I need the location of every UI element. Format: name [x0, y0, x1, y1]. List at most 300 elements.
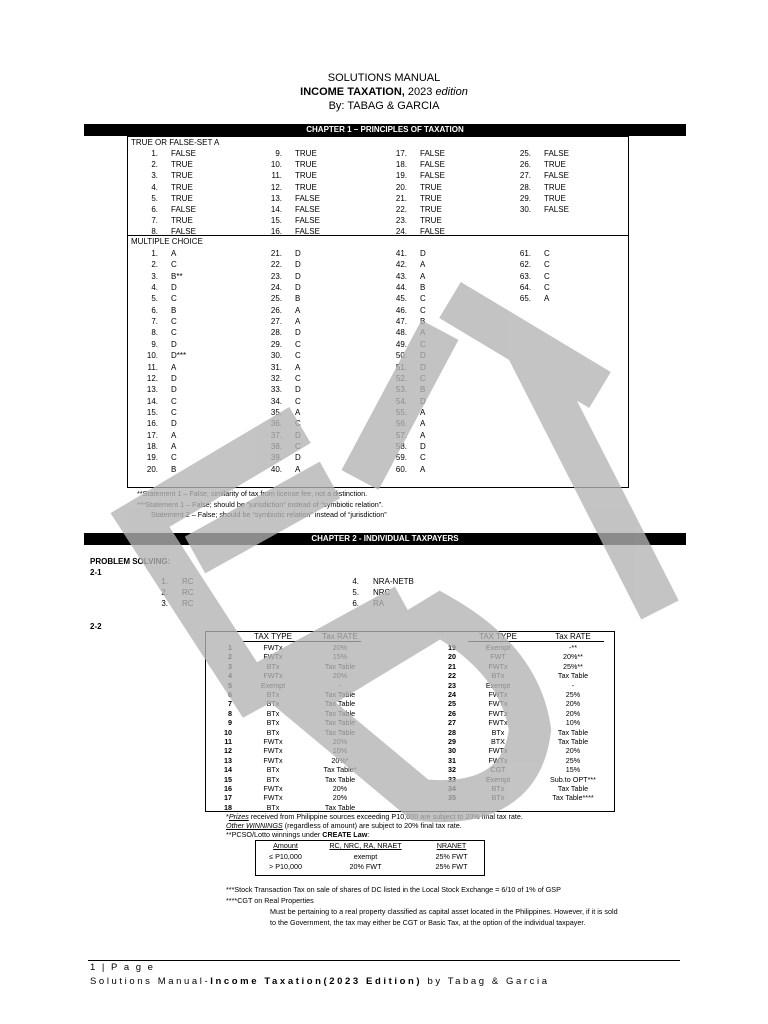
tf-item-number: 18. [395, 160, 407, 170]
mc-item-number: 5. [151, 294, 158, 304]
left-row-number: 12 [224, 746, 232, 756]
mc-item-number: 64. [519, 283, 531, 293]
right-row-number: 23 [448, 680, 456, 690]
right-row-number: 19 [448, 643, 456, 652]
mc-item-answer: D [171, 339, 177, 349]
mc-item-number: 46. [395, 305, 407, 315]
mc-item-number: 22. [270, 260, 282, 270]
tf-item-number: 12. [270, 182, 282, 192]
p21-item-number: 6. [352, 599, 359, 608]
mc-item-answer: A [420, 271, 426, 281]
tf-item-number: 26. [519, 160, 531, 170]
mc-item-number: 3. [151, 271, 158, 281]
right-row-type: BTx [491, 784, 505, 793]
left-row-type: Exempt [260, 680, 286, 690]
mc-item-number: 8. [151, 328, 158, 338]
mc-item-answer: A [171, 362, 177, 372]
mc-item-answer: D [171, 385, 177, 395]
chapter2-title: CHAPTER 2 - INDIVIDUAL TAXPAYERS [84, 533, 686, 545]
book-title-year: 2023 [404, 86, 436, 98]
mc-item-answer: B [420, 317, 426, 327]
mc-item-number: 27. [270, 317, 282, 327]
right-row-number: 34 [448, 784, 456, 793]
note-winnings [226, 821, 462, 830]
right-row-rate: Sub.to OPT*** [550, 774, 596, 784]
p21-item-answer: RC [182, 599, 194, 608]
problem-2-2-label: 2-2 [90, 622, 102, 631]
left-row-rate: Tax Table* [323, 765, 357, 775]
pcso-cell: 20% FWT [349, 862, 382, 871]
mc-item-number: 43. [395, 271, 407, 281]
tf-item-number: 11. [271, 171, 282, 181]
mc-item-number: 24. [270, 283, 282, 293]
left-row-number: 2 [228, 652, 232, 662]
tf-item-number: 20. [395, 182, 407, 192]
mc-item-answer: D [295, 260, 301, 270]
pcso-head: NRANET [436, 841, 467, 850]
mc-item-number: 57. [395, 430, 407, 440]
right-row-number: 30 [448, 746, 456, 756]
mc-item-number: 23. [270, 271, 282, 281]
note-winnings-text: (regardless of amount) are subject to 20% final tax rate. [282, 821, 462, 830]
tf-item-number: 24. [395, 227, 407, 237]
mc-item-number: 2. [151, 260, 158, 270]
left-row-rate: - [338, 680, 342, 690]
mc-item-number: 39. [270, 453, 282, 463]
right-row-number: 32 [448, 765, 456, 775]
note-pcso-text: **PCSO/Lotto winnings under [226, 830, 323, 839]
mc-item-answer: C [295, 419, 301, 429]
right-head-rate: Tax RATE [555, 632, 591, 641]
right-row-type: FWT [490, 652, 506, 662]
tf-item-number: 17. [395, 149, 407, 158]
problem-2-1-label: 2-1 [90, 568, 102, 577]
mc-item-answer: D [420, 351, 426, 361]
left-row-number: 16 [224, 784, 232, 793]
right-row-type: BTx [491, 727, 505, 737]
book-title-bold: INCOME TAXATION, [300, 86, 405, 98]
right-row-number: 25 [448, 699, 456, 709]
mc-item-number: 7. [151, 317, 158, 327]
right-row-type: FWTx [488, 690, 508, 699]
tf-item-number: 14. [270, 205, 282, 214]
mc-item-answer: D [171, 419, 177, 429]
note-cgt-body1: Must be pertaining to a real property classified as capital asset located in the Philippines. However, if it is sold [270, 907, 618, 916]
mc-item-answer: D [295, 283, 301, 293]
mc-item-answer: B [420, 385, 426, 395]
mc-item-answer: B** [171, 271, 183, 281]
mc-item-answer: C [295, 396, 301, 406]
mc-item-number: 29. [270, 339, 282, 349]
mc-item-answer: A [420, 328, 426, 338]
tf-item-answer: FALSE [295, 227, 320, 237]
right-row-type: CGT [490, 765, 506, 775]
mc-item-number: 62. [519, 260, 531, 270]
pcso-cell: exempt [353, 852, 378, 861]
note-prizes-text: received from Philippine sources exceeding P10,000 are subject to 20% final tax rate. [248, 812, 523, 821]
tf-item-number: 22. [395, 205, 407, 214]
right-row-type: Exempt [485, 680, 511, 690]
right-row-rate: 25% [565, 690, 581, 699]
right-row-rate: Tax Table [557, 737, 589, 746]
mc-item-number: 65. [519, 294, 531, 304]
mc-item-answer: A [544, 294, 550, 304]
footer-title [90, 976, 550, 987]
mc-item-number: 18. [146, 441, 158, 451]
mc-item-number: 12. [146, 373, 158, 383]
mc-item-answer: A [420, 430, 426, 440]
tf-item-answer: TRUE [171, 182, 193, 192]
left-row-rate: 20% [332, 671, 348, 681]
tf-item-answer: TRUE [295, 182, 317, 192]
mc-item-number: 51. [395, 362, 407, 372]
mc-item-answer: D [295, 453, 301, 463]
left-row-type: FWTx [263, 643, 283, 652]
mc-item-answer: B [295, 294, 301, 304]
note-winnings-word: WINNINGS [245, 821, 283, 830]
mc-item-answer: D [171, 283, 177, 293]
right-row-rate: Tax Table [557, 727, 589, 737]
left-head-type: TAX TYPE [254, 632, 292, 641]
left-row-number: 17 [224, 793, 232, 803]
tf-item-answer: TRUE [420, 193, 442, 203]
right-head-underline [468, 641, 604, 642]
mc-item-answer: A [295, 362, 301, 372]
mc-item-number: 44. [395, 283, 407, 293]
tf-item-answer: FALSE [420, 171, 445, 181]
footer-rule [88, 960, 680, 961]
chapter1-title: CHAPTER 1 – PRINCIPLES OF TAXATION [84, 124, 686, 136]
right-row-rate: 20% [565, 746, 581, 756]
mc-item-answer: C [295, 339, 301, 349]
mc-item-number: 1. [151, 249, 158, 258]
right-row-rate: Tax Table**** [552, 793, 594, 803]
left-row-number: 6 [228, 690, 232, 699]
right-row-rate: 20% [565, 708, 581, 718]
tf-item-answer: FALSE [295, 216, 320, 226]
mc-item-answer: A [295, 305, 301, 315]
mc-item-answer: A [420, 260, 426, 270]
note-pcso-law: CREATE Law [322, 830, 368, 839]
mc-item-answer: D [420, 362, 426, 372]
note-prizes-star: * [226, 812, 229, 821]
left-head-underline [243, 641, 361, 642]
p21-item-number: 3. [161, 599, 168, 608]
right-row-number: 28 [448, 727, 456, 737]
mc-item-answer: D [171, 373, 177, 383]
mc-item-answer: C [420, 373, 426, 383]
right-row-type: FWTx [488, 661, 508, 671]
p21-item-answer: RC [182, 588, 194, 597]
right-row-type: BTx [491, 793, 505, 803]
p21-item-number: 4. [352, 577, 359, 586]
mc-item-answer: D [420, 396, 426, 406]
mc-item-number: 20. [146, 464, 158, 474]
mc-item-answer: C [544, 260, 550, 270]
mc-item-answer: B [420, 283, 426, 293]
mc-item-answer: C [171, 453, 177, 463]
mc-item-answer: D [420, 249, 426, 258]
tf-item-number: 23. [395, 216, 407, 226]
right-row-type: FWTx [488, 718, 508, 728]
left-row-number: 14 [224, 765, 232, 775]
mc-item-answer: A [420, 407, 426, 417]
mc-item-answer: D*** [171, 351, 187, 361]
book-title [0, 86, 768, 99]
right-row-number: 20 [448, 652, 456, 662]
mc-item-number: 36. [270, 419, 282, 429]
tf-item-number: 27. [519, 171, 531, 181]
pcso-head: RC, NRC, RA, NRAET [329, 841, 402, 850]
left-row-type: FWTx [263, 784, 283, 793]
mc-item-number: 31. [270, 362, 282, 372]
mc-item-answer: C [420, 453, 426, 463]
right-row-rate: -** [569, 643, 577, 652]
left-row-rate: 20% [332, 737, 348, 746]
note-statement-b: ***Statement 1 – False; should be “jurisdiction” instead of “symbiotic relation”. [137, 500, 384, 509]
mc-item-number: 59. [395, 453, 407, 463]
book-authors: By: TABAG & GARCIA [328, 100, 440, 112]
mc-item-answer: A [295, 407, 301, 417]
right-head-type: TAX TYPE [479, 632, 517, 641]
tf-item-number: 2. [151, 160, 158, 170]
tf-item-answer: FALSE [544, 149, 569, 158]
pcso-head: Amount [273, 841, 298, 850]
page-number: 1 | P a g e [90, 962, 155, 973]
tf-item-answer: FALSE [544, 171, 569, 181]
left-row-rate: Tax Table [324, 690, 356, 699]
right-row-number: 27 [448, 718, 456, 728]
tf-item-number: 3. [151, 171, 158, 181]
tf-item-answer: TRUE [295, 171, 317, 181]
note-cgt: ****CGT on Real Properties [226, 896, 314, 905]
mc-item-number: 6. [151, 305, 158, 315]
tf-item-answer: FALSE [420, 149, 445, 158]
tf-item-number: 5. [151, 193, 158, 203]
left-row-number: 15 [224, 774, 232, 784]
tf-item-answer: TRUE [171, 193, 193, 203]
tf-item-answer: TRUE [171, 171, 193, 181]
mc-item-answer: C [171, 328, 177, 338]
mc-item-number: 49. [395, 339, 407, 349]
note-pcso-colon: : [367, 830, 370, 839]
mc-item-answer: A [171, 430, 177, 440]
right-row-number: 35 [448, 793, 456, 803]
mc-item-number: 33. [270, 385, 282, 395]
pcso-cell: 25% FWT [435, 862, 468, 871]
right-row-number: 24 [448, 690, 456, 699]
tf-item-answer: TRUE [171, 216, 193, 226]
tf-item-answer: FALSE [295, 193, 320, 203]
mc-item-answer: C [544, 249, 550, 258]
note-winnings-other: Other [226, 821, 246, 830]
mc-item-number: 60. [395, 464, 407, 474]
mc-item-number: 10. [146, 351, 158, 361]
tf-item-number: 7. [151, 216, 158, 226]
p21-item-number: 2. [161, 588, 168, 597]
mc-item-number: 45. [395, 294, 407, 304]
left-row-type: FWTx [263, 793, 283, 803]
mc-item-number: 50. [395, 351, 407, 361]
mc-item-number: 58. [395, 441, 407, 451]
mc-item-answer: A [171, 249, 177, 258]
tf-item-number: 6. [151, 205, 158, 214]
tf-item-answer: FALSE [171, 227, 196, 237]
left-row-rate: Tax Table [324, 699, 356, 709]
tf-item-number: 1. [151, 149, 158, 158]
left-row-type: BTx [266, 727, 280, 737]
mc-item-answer: A [420, 419, 426, 429]
tf-item-number: 16. [270, 227, 282, 237]
right-row-rate: Tax Table [557, 784, 589, 793]
pcso-cell: > P10,000 [269, 862, 302, 871]
right-row-type: FWTx [488, 699, 508, 709]
left-row-rate: Tax Table [324, 802, 356, 812]
left-row-type: FWTx [263, 755, 283, 765]
mc-item-answer: C [171, 396, 177, 406]
tf-item-answer: TRUE [420, 216, 442, 226]
tf-item-number: 8. [151, 227, 158, 237]
mc-item-number: 35. [270, 407, 282, 417]
mc-item-answer: D [295, 328, 301, 338]
mc-item-answer: C [171, 317, 177, 327]
pcso-cell: ≤ P10,000 [269, 852, 302, 861]
mc-item-answer: C [544, 283, 550, 293]
p21-item-answer: NRA-NETB [373, 577, 414, 586]
tf-item-answer: FALSE [420, 160, 445, 170]
left-row-number: 1 [228, 643, 232, 652]
left-row-type: FWTx [263, 652, 283, 662]
note-prizes [226, 812, 523, 821]
right-row-rate: 20%** [563, 652, 583, 662]
left-row-number: 7 [228, 699, 232, 709]
tf-item-answer: TRUE [295, 160, 317, 170]
left-row-number: 4 [228, 671, 232, 681]
left-row-number: 9 [228, 718, 232, 728]
mc-item-number: 54. [395, 396, 407, 406]
p21-item-answer: RC [182, 577, 194, 586]
tf-item-number: 15. [270, 216, 282, 226]
book-title-edition: edition [435, 86, 468, 98]
mc-item-number: 25. [270, 294, 282, 304]
tf-item-answer: FALSE [171, 205, 196, 214]
left-row-rate: 20% [332, 643, 348, 652]
mc-label: MULTIPLE CHOICE [131, 237, 203, 246]
note-statement-c: Statement 2 – False; should be “symbiotic relation” instead of “jurisdiction” [151, 510, 387, 519]
mc-item-number: 21. [270, 249, 282, 258]
mc-item-answer: C [171, 294, 177, 304]
mc-item-answer: A [171, 441, 177, 451]
mc-item-number: 11. [147, 362, 158, 372]
mc-item-answer: B [171, 464, 177, 474]
mc-item-answer: D [295, 249, 301, 258]
tf-item-answer: FALSE [544, 205, 569, 214]
left-row-rate: Tax Table [324, 708, 356, 718]
left-row-type: BTx [266, 661, 280, 671]
mc-item-answer: D [420, 441, 426, 451]
mc-item-number: 53. [395, 385, 407, 395]
footer-title-c: by Tabag & Garcia [422, 976, 550, 987]
mc-item-number: 41. [395, 249, 407, 258]
left-row-type: FWTx [263, 737, 283, 746]
right-row-number: 26 [448, 708, 456, 718]
tf-item-answer: TRUE [544, 193, 566, 203]
mc-item-answer: D [295, 430, 301, 440]
mc-item-number: 48. [395, 328, 407, 338]
right-row-type: BTx [491, 671, 505, 681]
mc-item-number: 61. [519, 249, 531, 258]
left-row-number: 3 [228, 661, 232, 671]
tf-item-answer: TRUE [544, 182, 566, 192]
mc-item-answer: C [295, 373, 301, 383]
tf-item-number: 29. [519, 193, 531, 203]
left-row-type: BTx [266, 774, 280, 784]
right-row-rate: 10% [565, 718, 581, 728]
mc-item-answer: D [295, 271, 301, 281]
mc-item-number: 26. [270, 305, 282, 315]
left-row-number: 8 [228, 708, 232, 718]
right-row-rate: 25% [565, 755, 581, 765]
mc-item-answer: C [420, 339, 426, 349]
tf-item-number: 30. [519, 205, 531, 214]
tf-item-number: 21. [395, 193, 407, 203]
right-row-rate: 15% [565, 765, 581, 775]
note-stock: ***Stock Transaction Tax on sale of shares of DC listed in the Local Stock Exchange = 6/10 of 1% of GSP [226, 885, 561, 894]
p21-item-number: 5. [352, 588, 359, 597]
tf-item-answer: FALSE [171, 149, 196, 158]
tf-label: TRUE OR FALSE-SET A [131, 138, 220, 147]
p21-item-answer: RA [373, 599, 385, 608]
right-row-number: 21 [448, 661, 456, 671]
mc-item-answer: D [295, 385, 301, 395]
note-cgt-body2: to the Government, the tax may either be CGT or Basic Tax, at the option of the individual taxpayer. [270, 918, 586, 927]
mc-item-answer: A [420, 464, 426, 474]
mc-item-number: 40. [270, 464, 282, 474]
left-row-rate: 20%* [331, 755, 349, 765]
left-row-type: BTx [266, 802, 280, 812]
mc-item-number: 30. [270, 351, 282, 361]
mc-item-number: 19. [146, 453, 158, 463]
mc-item-number: 56. [395, 419, 407, 429]
left-row-rate: Tax Table [324, 718, 356, 728]
left-row-rate: Tax Table [324, 727, 356, 737]
left-row-type: FWTx [263, 671, 283, 681]
mc-item-number: 34. [270, 396, 282, 406]
tf-item-answer: TRUE [420, 182, 442, 192]
note-statement-a: **Statement 1 – False; similarity of tax from license fee, not a distinction. [137, 489, 368, 498]
p21-item-answer: NRC [373, 588, 391, 597]
tf-item-number: 10. [270, 160, 282, 170]
left-row-type: BTx [266, 708, 280, 718]
left-row-number: 5 [228, 680, 232, 690]
right-row-type: Exempt [485, 643, 511, 652]
tf-item-number: 28. [519, 182, 531, 192]
note-prizes-word: Prizes [228, 812, 249, 821]
mc-item-number: 4. [151, 283, 158, 293]
left-row-rate: Tax Table [324, 661, 356, 671]
tf-item-answer: TRUE [420, 205, 442, 214]
right-row-number: 22 [448, 671, 456, 681]
right-row-type: BTX [491, 737, 505, 746]
mc-item-number: 52. [395, 373, 407, 383]
right-row-number: 33 [448, 774, 456, 784]
left-row-type: BTx [266, 765, 280, 775]
mc-item-number: 17. [146, 430, 158, 440]
tf-item-number: 19. [395, 171, 407, 181]
left-row-number: 11 [224, 737, 232, 746]
footer-title-a: Solutions Manual- [90, 976, 211, 987]
left-row-rate: 15% [332, 652, 348, 662]
